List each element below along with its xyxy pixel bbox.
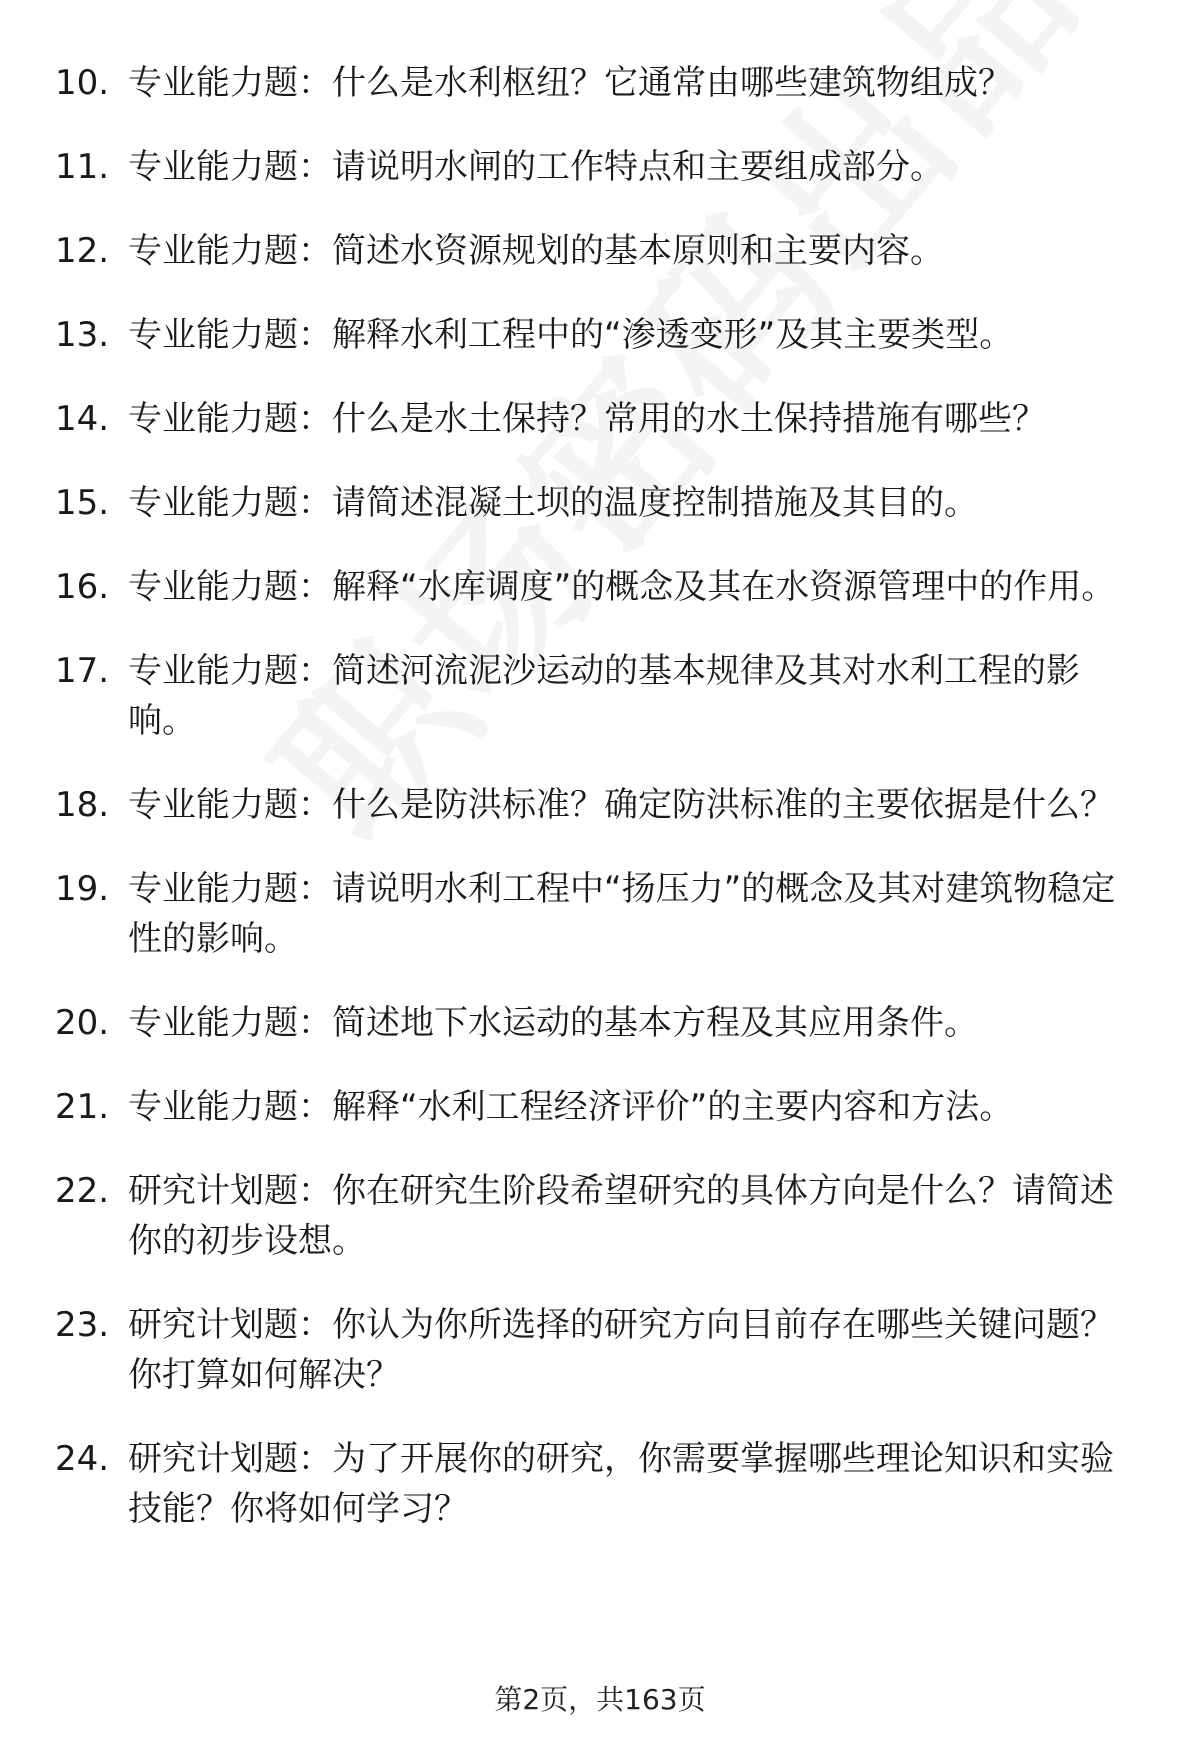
question-text: 请说明水闸的工作特点和主要组成部分。 — [332, 147, 944, 187]
list-item — [0, 58, 1200, 108]
list-item — [0, 1166, 1200, 1266]
question-category: 专业能力题： — [128, 315, 332, 355]
question-number: 12. — [55, 231, 110, 271]
question-text: 你认为你所选择的研究方向目前存在哪些关键问题？你打算如何解决？ — [128, 1305, 1114, 1395]
list-item — [0, 226, 1200, 276]
question-category: 专业能力题： — [128, 399, 332, 439]
question-number: 16. — [55, 567, 110, 607]
question-category: 专业能力题： — [128, 1087, 332, 1127]
question-number: 18. — [55, 785, 110, 825]
question-category: 专业能力题： — [128, 147, 332, 187]
list-item — [0, 780, 1200, 830]
list-item — [0, 646, 1200, 746]
question-text: 解释“水利工程经济评价”的主要内容和方法。 — [332, 1087, 1014, 1127]
question-text: 什么是水利枢纽？它通常由哪些建筑物组成？ — [332, 63, 1012, 103]
question-category: 专业能力题： — [128, 1003, 332, 1043]
list-item — [0, 394, 1200, 444]
question-category: 专业能力题： — [128, 651, 332, 691]
question-text: 你在研究生阶段希望研究的具体方向是什么？请简述你的初步设想。 — [128, 1171, 1114, 1261]
question-number: 20. — [55, 1003, 110, 1043]
question-category: 研究计划题： — [128, 1305, 332, 1345]
list-item — [0, 142, 1200, 192]
question-text: 请说明水利工程中“扬压力”的概念及其对建筑物稳定性的影响。 — [128, 869, 1116, 959]
list-item — [0, 478, 1200, 528]
question-number: 10. — [55, 63, 110, 103]
question-category: 专业能力题： — [128, 785, 332, 825]
list-item — [0, 562, 1200, 612]
question-number: 15. — [55, 483, 110, 523]
question-text: 简述地下水运动的基本方程及其应用条件。 — [332, 1003, 978, 1043]
list-item — [0, 864, 1200, 964]
question-number: 13. — [55, 315, 110, 355]
question-category: 研究计划题： — [128, 1171, 332, 1211]
question-list — [0, 58, 1200, 1568]
page-number-footer: 第2页，共163页 — [494, 1683, 706, 1716]
question-category: 研究计划题： — [128, 1439, 332, 1479]
question-number: 21. — [55, 1087, 110, 1127]
question-number: 19. — [55, 869, 110, 909]
list-item — [0, 310, 1200, 360]
question-text: 简述水资源规划的基本原则和主要内容。 — [332, 231, 944, 271]
question-category: 专业能力题： — [128, 869, 332, 909]
question-number: 14. — [55, 399, 110, 439]
question-number: 17. — [55, 651, 110, 691]
list-item — [0, 1300, 1200, 1400]
question-number: 24. — [55, 1439, 110, 1479]
question-text: 为了开展你的研究，你需要掌握哪些理论知识和实验技能？你将如何学习？ — [128, 1439, 1114, 1529]
question-text: 简述河流泥沙运动的基本规律及其对水利工程的影响。 — [128, 651, 1080, 741]
question-number: 22. — [55, 1171, 110, 1211]
question-text: 请简述混凝土坝的温度控制措施及其目的。 — [332, 483, 978, 523]
list-item — [0, 1082, 1200, 1132]
question-text: 解释水利工程中的“渗透变形”及其主要类型。 — [332, 315, 1014, 355]
question-category: 专业能力题： — [128, 63, 332, 103]
question-text: 什么是水土保持？常用的水土保持措施有哪些？ — [332, 399, 1046, 439]
question-text: 解释“水库调度”的概念及其在水资源管理中的作用。 — [332, 567, 1116, 607]
question-category: 专业能力题： — [128, 231, 332, 271]
question-text: 什么是防洪标准？确定防洪标准的主要依据是什么？ — [332, 785, 1114, 825]
question-number: 11. — [55, 147, 110, 187]
question-category: 专业能力题： — [128, 483, 332, 523]
list-item — [0, 1434, 1200, 1534]
question-number: 23. — [55, 1305, 110, 1345]
list-item — [0, 998, 1200, 1048]
question-category: 专业能力题： — [128, 567, 332, 607]
